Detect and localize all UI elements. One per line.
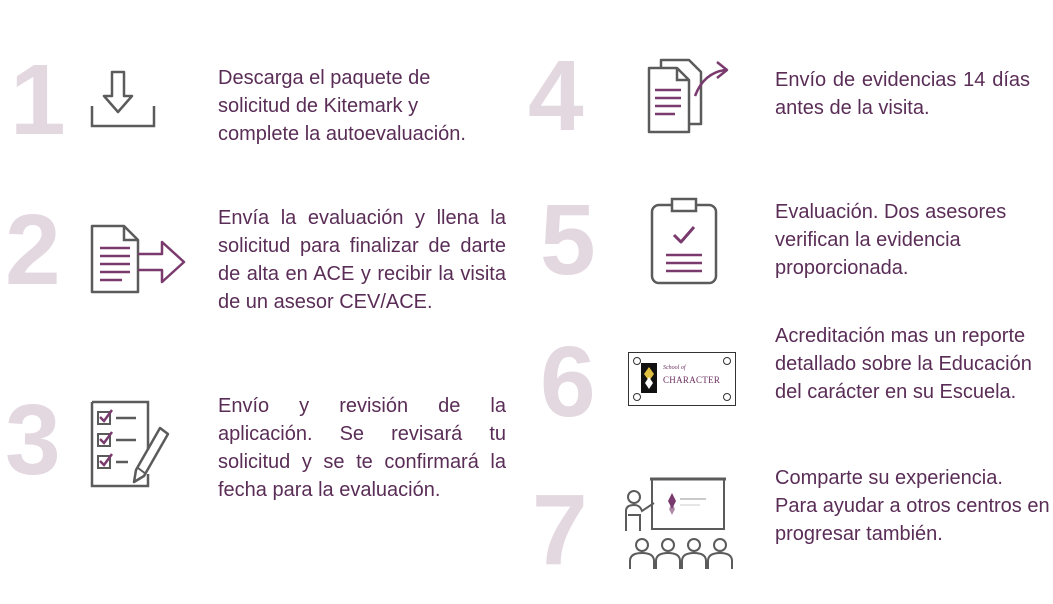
clipboard-check-icon <box>648 195 720 287</box>
step-text: Envío de evidencias 14 días antes de la visita. <box>775 69 1030 119</box>
plaque-line1: School of <box>663 365 686 371</box>
step-number: 6 <box>540 326 596 438</box>
checklist-pen-icon <box>88 398 170 490</box>
step-number: 2 <box>5 194 61 306</box>
plaque-icon <box>628 352 736 406</box>
presentation-audience-icon <box>620 475 738 573</box>
step-number: 4 <box>528 40 584 152</box>
step-text: Evaluación. Dos asesores verifican la evidencia proporcionada. <box>775 201 1007 279</box>
step-text: Acreditación mas un reporte detallado sobre la Educación del carácter en su Escuela. <box>775 325 1032 403</box>
step-number: 3 <box>5 384 61 496</box>
step-number: 5 <box>540 184 596 296</box>
document-send-icon <box>88 222 188 296</box>
step-number: 7 <box>532 474 588 586</box>
download-icon <box>88 66 158 132</box>
diamond-logo-icon <box>641 363 657 393</box>
step-number: 1 <box>10 44 66 156</box>
documents-forward-icon <box>645 56 731 134</box>
step-text: Envío y revisión de la aplicación. Se revisará tu solicitud y se te confirmará la fecha para la evaluación. <box>218 395 506 501</box>
step-text: Comparte su experiencia. Para ayudar a otros centros en progresar también. <box>775 467 1050 545</box>
step-text: Envía la evaluación y llena la solicitud para finalizar de darte de alta en ACE y recibir la visita de un asesor CEV/ACE. <box>218 207 506 313</box>
step-text: Descarga el paquete de solicitud de Kitemark y complete la autoevaluación. <box>218 67 466 145</box>
plaque-line2: CHARACTER <box>663 375 721 385</box>
